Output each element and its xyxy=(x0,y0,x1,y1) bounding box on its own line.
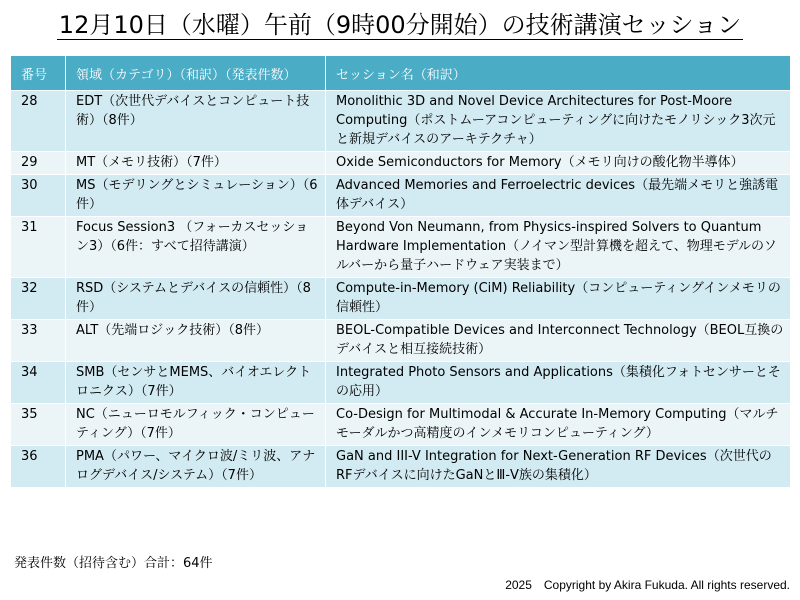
cell-number: 34 xyxy=(11,362,66,404)
table-header-row xyxy=(11,56,791,91)
session-table xyxy=(10,55,791,488)
cell-area: NC（ニューロモルフィック・コンピューティング）（7件） xyxy=(66,404,326,446)
cell-number: 30 xyxy=(11,175,66,217)
header-area: 領域（カテゴリ）（和訳）（発表件数） xyxy=(66,56,326,91)
cell-session: Monolithic 3D and Novel Device Architectures for Post-Moore Computing（ポストムーアコンピューティングに向けたモノリシック3次元と新規デバイスのアーキテクチャ） xyxy=(326,91,791,152)
cell-session: Advanced Memories and Ferroelectric devices（最先端メモリと強誘電体デバイス） xyxy=(326,175,791,217)
total-count-note: 発表件数（招待含む）合計：64件 xyxy=(14,556,213,571)
page-title-text: 12月10日（水曜）午前（9時00分開始）の技術講演セッション xyxy=(58,11,742,39)
cell-number: 36 xyxy=(11,446,66,488)
cell-area: MS（モデリングとシミュレーション）（6件） xyxy=(66,175,326,217)
table-row xyxy=(11,362,791,404)
table-row xyxy=(11,320,791,362)
table-row xyxy=(11,446,791,488)
cell-area: ALT（先端ロジック技術）（8件） xyxy=(66,320,326,362)
cell-area: EDT（次世代デバイスとコンピュート技術）（8件） xyxy=(66,91,326,152)
table-row xyxy=(11,404,791,446)
copyright-text: 2025 Copyright by Akira Fukuda. All rights reserved. xyxy=(505,578,790,592)
table-row xyxy=(11,217,791,278)
cell-number: 29 xyxy=(11,152,66,175)
cell-session: Integrated Photo Sensors and Applications（集積化フォトセンサーとその応用） xyxy=(326,362,791,404)
cell-session: Beyond Von Neumann, from Physics-inspired Solvers to Quantum Hardware Implementation（ノイマン型計算機を超えて、物理モデルのソルバーから量子ハードウェア実装まで） xyxy=(326,217,791,278)
cell-session: Compute-in-Memory (CiM) Reliability（コンピューティングインメモリの信頼性） xyxy=(326,278,791,320)
cell-session: GaN and III-V Integration for Next-Generation RF Devices（次世代のRFデバイスに向けたGaNとⅢ-Ⅴ族の集積化） xyxy=(326,446,791,488)
table-row xyxy=(11,175,791,217)
header-session: セッション名（和訳） xyxy=(326,56,791,91)
table-row xyxy=(11,152,791,175)
cell-number: 31 xyxy=(11,217,66,278)
cell-number: 32 xyxy=(11,278,66,320)
cell-number: 33 xyxy=(11,320,66,362)
cell-area: SMB（センサとMEMS、バイオエレクトロニクス）（7件） xyxy=(66,362,326,404)
cell-session: BEOL-Compatible Devices and Interconnect Technology（BEOL互換のデバイスと相互接続技術） xyxy=(326,320,791,362)
cell-number: 28 xyxy=(11,91,66,152)
page-title xyxy=(0,10,800,40)
cell-area: Focus Session3 （フォーカスセッション3）（6件：すべて招待講演） xyxy=(66,217,326,278)
table-row xyxy=(11,91,791,152)
cell-area: RSD（システムとデバイスの信頼性）（8件） xyxy=(66,278,326,320)
cell-session: Oxide Semiconductors for Memory（メモリ向けの酸化物半導体） xyxy=(326,152,791,175)
cell-number: 35 xyxy=(11,404,66,446)
header-number: 番号 xyxy=(11,56,66,91)
cell-area: MT（メモリ技術）（7件） xyxy=(66,152,326,175)
table-row xyxy=(11,278,791,320)
cell-area: PMA（パワー、マイクロ波/ミリ波、アナログデバイス/システム）（7件） xyxy=(66,446,326,488)
cell-session: Co-Design for Multimodal & Accurate In-Memory Computing（マルチモーダルかつ高精度のインメモリコンピューティング） xyxy=(326,404,791,446)
